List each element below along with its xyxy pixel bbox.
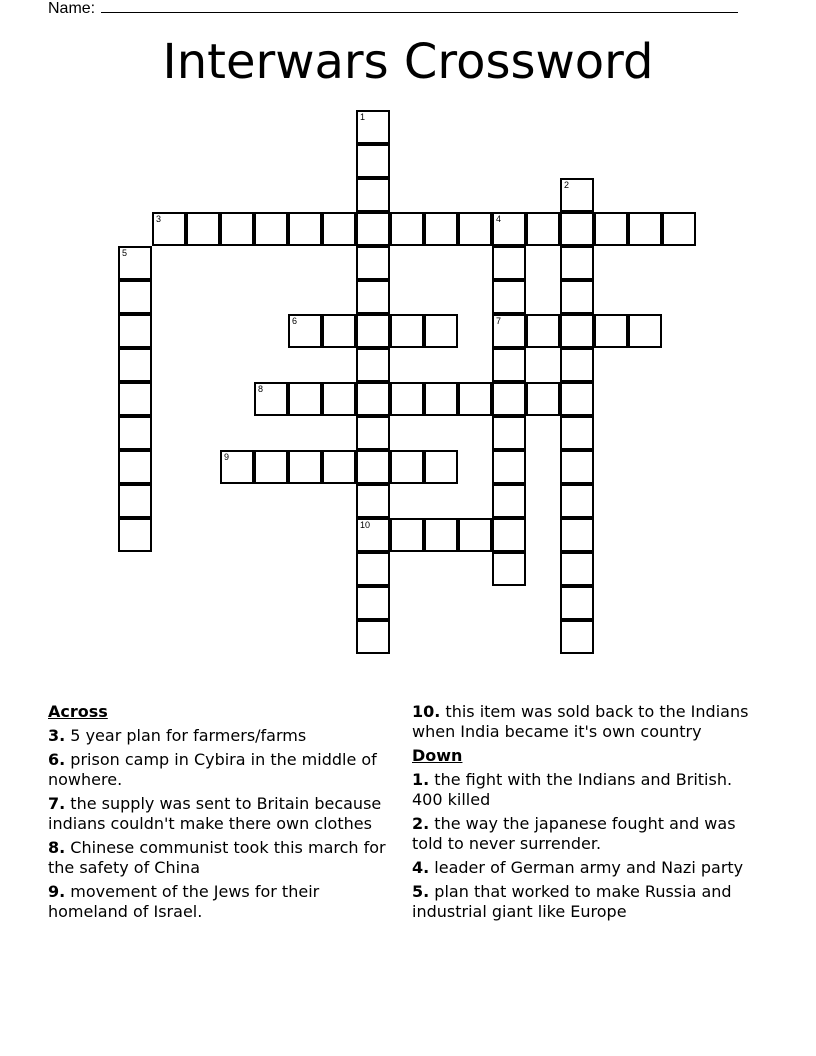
grid-cell[interactable] <box>492 348 526 382</box>
grid-cell[interactable] <box>356 314 390 348</box>
grid-cell[interactable] <box>390 450 424 484</box>
grid-cell[interactable] <box>152 212 186 246</box>
grid-cell[interactable] <box>424 382 458 416</box>
down-clue <box>412 814 752 854</box>
clue-text: plan that worked to make Russia and industrial giant like Europe <box>412 882 732 921</box>
grid-cell[interactable] <box>628 314 662 348</box>
grid-cell[interactable] <box>356 552 390 586</box>
clue-text: the way the japanese fought and was told to never surrender. <box>412 814 736 853</box>
clue-text: the supply was sent to Britain because indians couldn't make there own clothes <box>48 794 382 833</box>
grid-cell[interactable] <box>594 314 628 348</box>
grid-cell[interactable] <box>526 314 560 348</box>
grid-cell[interactable] <box>492 382 526 416</box>
grid-cell[interactable] <box>560 450 594 484</box>
grid-cell[interactable] <box>662 212 696 246</box>
clue-number: 8 <box>258 384 264 394</box>
grid-cell[interactable] <box>560 586 594 620</box>
grid-cell[interactable] <box>458 382 492 416</box>
grid-cell[interactable] <box>356 620 390 654</box>
clue-number: 2 <box>564 180 570 190</box>
grid-cell[interactable] <box>424 314 458 348</box>
grid-cell[interactable] <box>560 280 594 314</box>
grid-cell[interactable] <box>356 144 390 178</box>
clue-number: 4 <box>496 214 502 224</box>
grid-cell[interactable] <box>560 348 594 382</box>
clue-number: 3 <box>156 214 162 224</box>
clue-number-label: 2. <box>412 814 430 833</box>
down-clue <box>412 882 752 922</box>
grid-cell[interactable] <box>492 280 526 314</box>
grid-cell[interactable] <box>356 212 390 246</box>
grid-cell[interactable] <box>288 212 322 246</box>
grid-cell[interactable] <box>526 212 560 246</box>
across-clue-list <box>48 726 388 922</box>
grid-cell[interactable] <box>356 280 390 314</box>
grid-cell[interactable] <box>118 314 152 348</box>
grid-cell[interactable] <box>118 484 152 518</box>
grid-cell[interactable] <box>560 178 594 212</box>
grid-cell[interactable] <box>390 212 424 246</box>
grid-cell[interactable] <box>356 416 390 450</box>
grid-cell[interactable] <box>560 552 594 586</box>
grid-cell[interactable] <box>560 416 594 450</box>
grid-cell[interactable] <box>288 450 322 484</box>
grid-cell[interactable] <box>254 382 288 416</box>
grid-cell[interactable] <box>560 518 594 552</box>
grid-cell[interactable] <box>288 314 322 348</box>
clue-number-label: 4. <box>412 858 430 877</box>
grid-cell[interactable] <box>356 178 390 212</box>
clue-text: movement of the Jews for their homeland of Israel. <box>48 882 320 921</box>
clue-number: 5 <box>122 248 128 258</box>
grid-cell[interactable] <box>254 450 288 484</box>
grid-cell[interactable] <box>390 382 424 416</box>
clue-number: 7 <box>496 316 502 326</box>
clue-number: 6 <box>292 316 298 326</box>
across-clue <box>48 750 388 790</box>
grid-cell[interactable] <box>526 382 560 416</box>
clue-text: Chinese communist took this march for the safety of China <box>48 838 386 877</box>
clue-text: the fight with the Indians and British. 400 killed <box>412 770 733 809</box>
across-clue <box>412 702 752 742</box>
grid-cell[interactable] <box>560 212 594 246</box>
grid-cell[interactable] <box>390 518 424 552</box>
grid-cell[interactable] <box>390 314 424 348</box>
down-clue <box>412 770 752 810</box>
clues-column-left <box>48 702 388 926</box>
clue-number-label: 3. <box>48 726 66 745</box>
grid-cell[interactable] <box>492 518 526 552</box>
grid-cell[interactable] <box>356 246 390 280</box>
grid-cell[interactable] <box>356 484 390 518</box>
clue-number-label: 8. <box>48 838 66 857</box>
clue-number-label: 1. <box>412 770 430 789</box>
grid-cell[interactable] <box>220 212 254 246</box>
grid-cell[interactable] <box>356 586 390 620</box>
grid-cell[interactable] <box>254 212 288 246</box>
grid-cell[interactable] <box>424 212 458 246</box>
grid-cell[interactable] <box>322 314 356 348</box>
clue-number: 10 <box>360 520 371 530</box>
across-clue <box>48 882 388 922</box>
clue-text: 5 year plan for farmers/farms <box>65 726 307 745</box>
grid-cell[interactable] <box>322 212 356 246</box>
clue-number: 9 <box>224 452 230 462</box>
clue-number-label: 6. <box>48 750 66 769</box>
grid-cell[interactable] <box>186 212 220 246</box>
grid-cell[interactable] <box>356 110 390 144</box>
grid-cell[interactable] <box>288 382 322 416</box>
clue-text: this item was sold back to the Indians when India became it's own country <box>412 702 749 741</box>
grid-cell[interactable] <box>492 484 526 518</box>
across-clue <box>48 726 388 746</box>
grid-cell[interactable] <box>118 450 152 484</box>
grid-cell[interactable] <box>118 280 152 314</box>
grid-cell[interactable] <box>356 450 390 484</box>
across-clue-list-continued <box>412 702 752 742</box>
grid-cell[interactable] <box>492 552 526 586</box>
grid-cell[interactable] <box>118 246 152 280</box>
grid-cell[interactable] <box>492 212 526 246</box>
grid-cell[interactable] <box>322 450 356 484</box>
down-clue <box>412 858 752 878</box>
grid-cell[interactable] <box>424 450 458 484</box>
clue-number-label: 5. <box>412 882 430 901</box>
clue-number-label: 10. <box>412 702 441 721</box>
grid-cell[interactable] <box>560 620 594 654</box>
grid-cell[interactable] <box>118 348 152 382</box>
grid-cell[interactable] <box>356 518 390 552</box>
grid-cell[interactable] <box>560 484 594 518</box>
grid-cell[interactable] <box>628 212 662 246</box>
across-clue <box>48 794 388 834</box>
clue-number: 1 <box>360 112 366 122</box>
grid-cell[interactable] <box>560 382 594 416</box>
grid-cell[interactable] <box>220 450 254 484</box>
grid-cell[interactable] <box>118 416 152 450</box>
grid-cell[interactable] <box>458 212 492 246</box>
across-heading: Across <box>48 702 108 721</box>
grid-cell[interactable] <box>492 416 526 450</box>
grid-cell[interactable] <box>356 382 390 416</box>
grid-cell[interactable] <box>458 518 492 552</box>
grid-cell[interactable] <box>118 518 152 552</box>
clue-number-label: 9. <box>48 882 66 901</box>
page-title: Interwars Crossword <box>162 34 654 90</box>
down-clue-list <box>412 770 752 922</box>
grid-cell[interactable] <box>560 314 594 348</box>
grid-cell[interactable] <box>594 212 628 246</box>
grid-cell[interactable] <box>118 382 152 416</box>
across-clue <box>48 838 388 878</box>
clues-column-right <box>412 702 752 926</box>
down-heading: Down <box>412 746 463 765</box>
name-label: Name: <box>48 0 96 17</box>
clue-text: prison camp in Cybira in the middle of nowhere. <box>48 750 377 789</box>
grid-cell[interactable] <box>424 518 458 552</box>
grid-cell[interactable] <box>322 382 356 416</box>
grid-cell[interactable] <box>492 314 526 348</box>
grid-cell[interactable] <box>560 246 594 280</box>
grid-cell[interactable] <box>492 450 526 484</box>
clue-number-label: 7. <box>48 794 66 813</box>
clue-text: leader of German army and Nazi party <box>429 858 744 877</box>
grid-cell[interactable] <box>492 246 526 280</box>
grid-cell[interactable] <box>356 348 390 382</box>
